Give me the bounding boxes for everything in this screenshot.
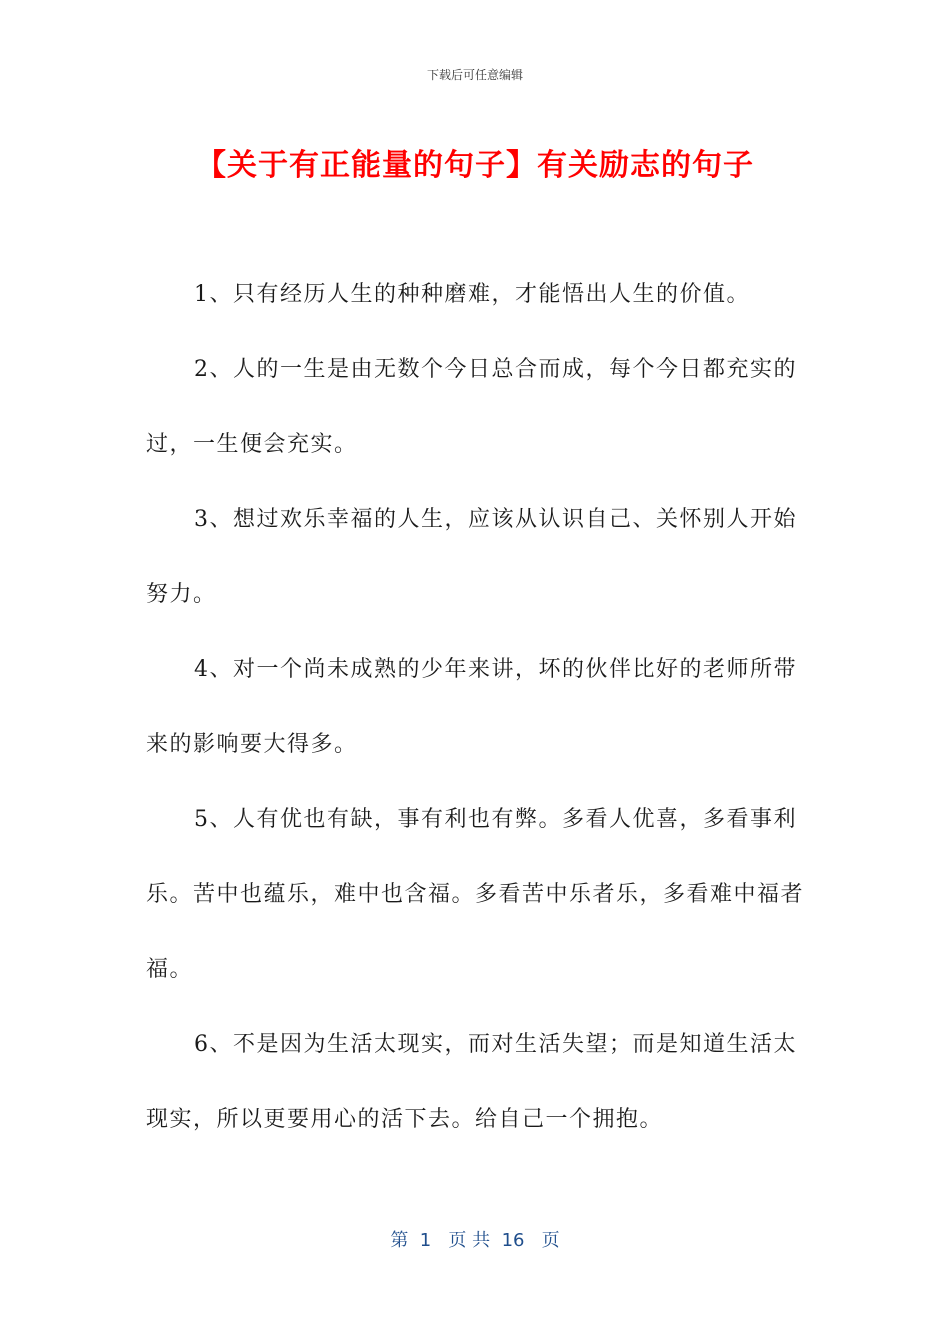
page-footer: 第 1 页 共 16 页 xyxy=(390,1230,560,1251)
paragraph-2: 2、人的一生是由无数个今日总合而成，每个今日都充实的过，一生便会充实。 xyxy=(146,357,797,457)
paragraph-5: 5、人有优也有缺，事有利也有弊。多看人优喜，多看事利乐。苦中也蕴乐，难中也含福。多看苦中乐者乐，多看难中福者福。 xyxy=(146,807,805,982)
paragraph-4: 4、对一个尚未成熟的少年来讲，坏的伙伴比好的老师所带来的影响要大得多。 xyxy=(146,657,797,757)
document-title: 【关于有正能量的句子】有关励志的句子 xyxy=(196,148,754,183)
document-body xyxy=(146,257,806,1157)
paragraph-1: 1、只有经历人生的种种磨难，才能悟出人生的价值。 xyxy=(194,282,750,307)
header-note: 下载后可任意编辑 xyxy=(426,68,523,82)
paragraph-3: 3、想过欢乐幸福的人生，应该从认识自己、关怀别人开始努力。 xyxy=(146,507,797,607)
paragraph-6: 6、不是因为生活太现实，而对生活失望；而是知道生活太现实，所以更要用心的活下去。给自己一个拥抱。 xyxy=(146,1032,797,1132)
